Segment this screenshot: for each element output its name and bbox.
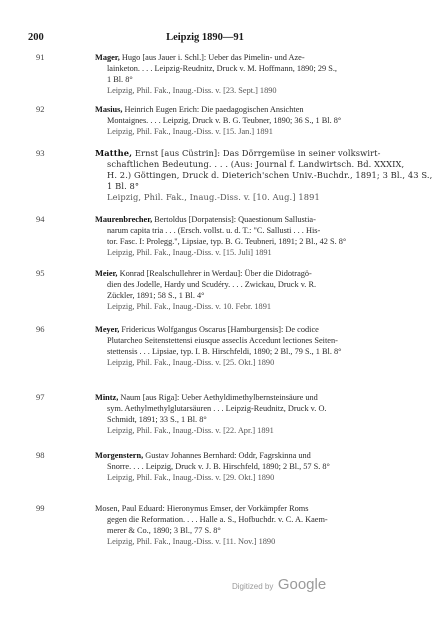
entry-number: 96: [36, 324, 45, 334]
line-text: merer & Co., 1890; 3 Bl., 77 S. 8°: [107, 526, 221, 535]
line-text: sym. Aethylmethylglutarsäuren . . . Leipzig-Reudnitz, Druck v. O.: [107, 404, 327, 413]
entry-number: 99: [36, 503, 45, 513]
entry-line: [95, 279, 378, 290]
line-text: Fridericus Wolfgangus Oscarus [Hamburgensis]: De codice: [119, 325, 319, 334]
line-text: Leipzig, Phil. Fak., Inaug.-Diss. v. [15. Juli] 1891: [107, 248, 272, 257]
entry-line: [95, 461, 378, 472]
entry-body: [95, 148, 432, 203]
entry-body: [95, 268, 378, 312]
line-text: Leipzig, Phil. Fak., Inaug.-Diss. v. 10. Febr. 1891: [107, 302, 272, 311]
author-surname: Mintz,: [95, 393, 119, 402]
line-text: Leipzig, Phil. Fak., Inaug.-Diss. v. [29. Okt.] 1890: [107, 473, 275, 482]
line-text: schaftlichen Bedeutung. . . . (Aus: Journal f. Landwirtsch. Bd. XXXIX,: [107, 159, 405, 169]
entry-number: 97: [36, 392, 45, 402]
entry-body: [95, 392, 378, 436]
entry-number: 94: [36, 214, 45, 224]
google-watermark: [232, 576, 326, 594]
line-text: Mosen, Paul Eduard: Hieronymus Emser, der Vorkämpfer Roms: [95, 504, 309, 513]
dissertation-note: [95, 425, 378, 436]
line-text: Hugo [aus Jauer i. Schl.]: Ueber das Pimelin- und Aze-: [119, 53, 305, 62]
author-surname: Mager,: [95, 53, 120, 62]
entry-line: [95, 525, 378, 536]
line-text: dien des Jodelle, Hardy und Scudéry. . . . Zwickau, Druck v. R.: [107, 280, 317, 289]
line-text: Montaignes. . . . Leipzig, Druck v. B. G. Teubner, 1890; 36 S., 1 Bl. 8°: [107, 116, 342, 125]
line-text: Schmidt, 1891; 33 S., 1 Bl. 8°: [107, 415, 207, 424]
line-text: gegen die Reformation. . . . Halle a. S., Hofbuchdr. v. C. A. Kaem-: [107, 515, 328, 524]
entry-line: [95, 236, 378, 247]
entry-number: 98: [36, 450, 45, 460]
entry-line: [95, 181, 378, 192]
entry-line: [95, 335, 378, 346]
line-text: Leipzig, Phil. Fak., Inaug.-Diss. v. [15. Jan.] 1891: [107, 127, 273, 136]
page-header: [28, 32, 382, 46]
entry-line: [95, 503, 378, 514]
entry-number: 93: [36, 148, 45, 158]
entry-body: [95, 52, 378, 96]
line-text: Gustav Johannes Bernhard: Oddr, Fagrskinna und: [143, 451, 311, 460]
line-text: stettensis . . . Lipsiae, typ. I. B. Hirschfeldi, 1890; 2 Bl., 79 S., 1 Bl. 8°: [107, 347, 342, 356]
line-text: Bertoldus [Dorpatensis]: Quaestionum Sallustia-: [152, 215, 316, 224]
entry-line: [95, 52, 378, 63]
dissertation-note: [95, 472, 378, 483]
entry-line: [95, 403, 378, 414]
google-logo: Google: [277, 576, 327, 593]
line-text: Konrad [Realschullehrer in Werdau]: Über die Didotragö-: [117, 269, 312, 278]
entry-line: [95, 392, 378, 403]
line-text: lainketon. . . . Leipzig-Reudnitz, Druck v. M. Hoffmann, 1890; 29 S.,: [107, 64, 337, 73]
dissertation-note: [95, 192, 378, 203]
line-text: Leipzig, Phil. Fak., Inaug.-Diss. v. [23. Sept.] 1890: [107, 86, 277, 95]
line-text: Naum [aus Riga]: Ueber Aethyldimethylbernsteinsäure und: [118, 393, 318, 402]
entry-line: [95, 159, 405, 170]
entry-body: [95, 324, 378, 368]
entry-line: [95, 63, 378, 74]
author-surname: Maurenbrecher,: [95, 215, 153, 224]
author-surname: Meyer,: [95, 325, 120, 334]
line-text: Plutarcheo Seitenstettensi eiusque asseclis Accedunt lectiones Seiten-: [107, 336, 338, 345]
entry-line: [95, 324, 378, 335]
entry-line: [95, 225, 378, 236]
dissertation-note: [95, 357, 378, 368]
author-surname: Masius,: [95, 105, 123, 114]
line-text: Leipzig, Phil. Fak., Inaug.-Diss. v. [10. Aug.] 1891: [107, 192, 320, 202]
entry-body: [95, 104, 378, 137]
entry-body: [95, 450, 378, 483]
line-text: Heinrich Eugen Erich: Die paedagogischen Ansichten: [122, 105, 304, 114]
line-text: narum capita tria . . . (Ersch. vollst. u. d. T.: "C. Sallusti . . . His-: [107, 226, 321, 235]
entry-line: [95, 104, 378, 115]
dissertation-note: [95, 536, 378, 547]
entry-number: 92: [36, 104, 45, 114]
line-text: Leipzig, Phil. Fak., Inaug.-Diss. v. [25. Okt.] 1890: [107, 358, 275, 367]
entry-line: [95, 514, 378, 525]
entry-line: [95, 115, 378, 126]
line-text: Leipzig, Phil. Fak., Inaug.-Diss. v. [22. Apr.] 1891: [107, 426, 274, 435]
line-text: Ernst [aus Cüstrin]: Das Dörrgemüse in seiner volkswirt-: [132, 148, 381, 158]
author-surname: Matthe,: [95, 148, 133, 158]
entry-line: [95, 148, 381, 159]
entry-body: [95, 503, 378, 547]
line-text: Leipzig, Phil. Fak., Inaug.-Diss. v. [11. Nov.] 1890: [107, 537, 276, 546]
entry-line: [95, 170, 432, 181]
author-surname: Meier,: [95, 269, 118, 278]
entry-line: [95, 268, 378, 279]
line-text: H. 2.) Göttingen, Druck d. Dieterich'schen Univ.-Buchdr., 1891; 3 Bl., 43 S.,: [107, 170, 432, 180]
line-text: Snorre. . . . Leipzig, Druck v. J. B. Hirschfeld, 1890; 2 Bl., 57 S. 8°: [107, 462, 330, 471]
dissertation-note: [95, 85, 378, 96]
dissertation-note: [95, 126, 378, 137]
entry-line: [95, 214, 378, 225]
entry-body: [95, 214, 378, 258]
dissertation-note: [95, 247, 378, 258]
entry-line: [95, 414, 378, 425]
entry-number: 91: [36, 52, 45, 62]
dissertation-note: [95, 301, 378, 312]
line-text: 1 Bl. 8°: [107, 181, 140, 191]
watermark-prefix: Digitized by: [232, 582, 274, 591]
line-text: 1 Bl. 8°: [107, 75, 133, 84]
running-title: Leipzig 1890—91: [166, 32, 244, 43]
line-text: tor. Fasc. I: Prolegg.", Lipsiae, typ. B. G. Teubneri, 1891; 2 Bl., 42 S. 8°: [107, 237, 347, 246]
entry-line: [95, 450, 378, 461]
entry-line: [95, 290, 378, 301]
author-surname: Morgenstern,: [95, 451, 144, 460]
entry-number: 95: [36, 268, 45, 278]
entry-line: [95, 346, 378, 357]
entry-line: [95, 74, 378, 85]
page-number: 200: [28, 32, 44, 43]
line-text: Zückler, 1891; 58 S., 1 Bl. 4°: [107, 291, 205, 300]
